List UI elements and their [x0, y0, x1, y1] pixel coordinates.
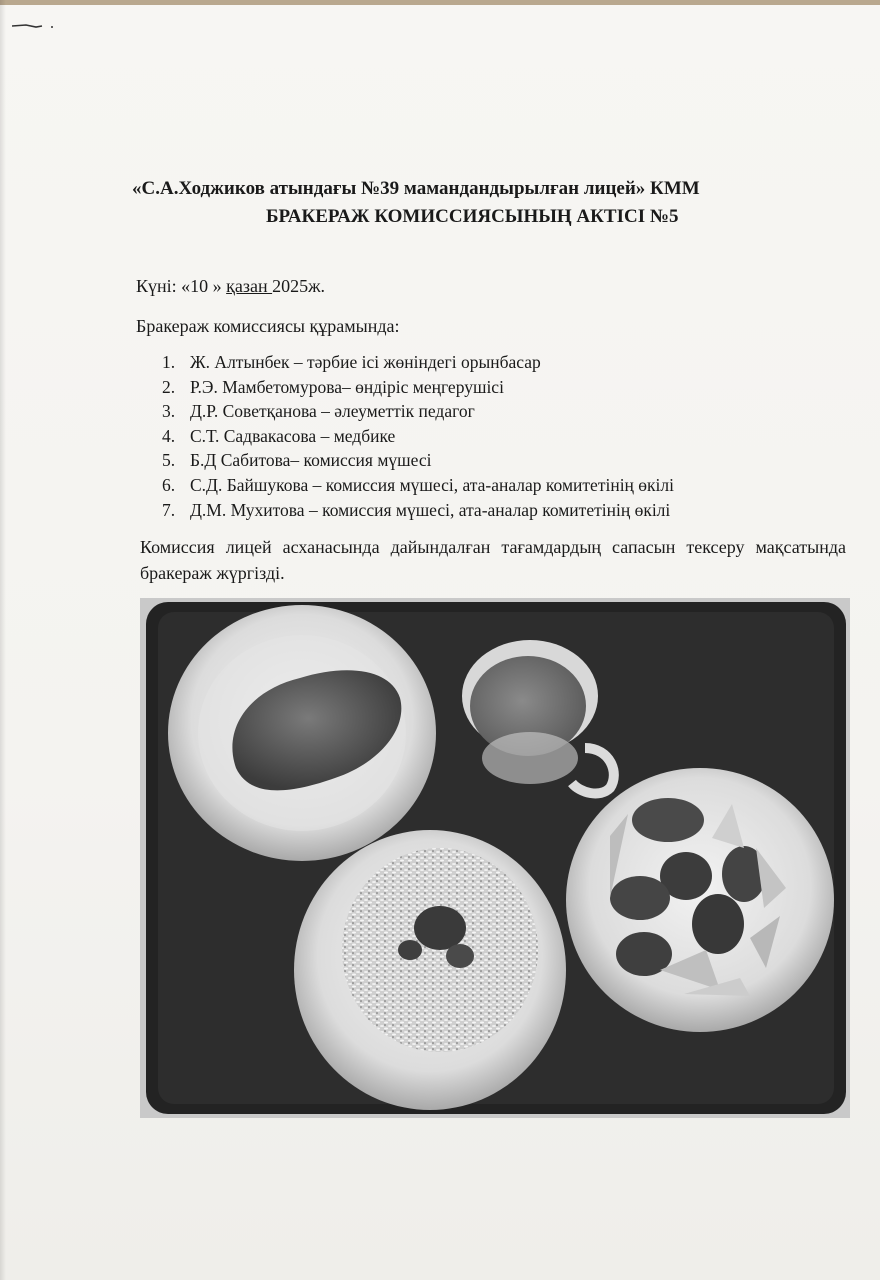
member-text: С.Т. Садвакасова – медбике — [190, 425, 396, 446]
member-text: Д.Р. Советқанова – әлеуметтік педагог — [190, 401, 475, 422]
commission-members-list — [162, 350, 674, 522]
list-number: 6. — [162, 474, 176, 495]
list-number: 4. — [162, 425, 176, 446]
member-text: Р.Э. Мамбетомурова– өндіріс меңгерушісі — [190, 376, 504, 397]
list-item — [162, 399, 674, 424]
member-text: Ж. Алтынбек – тәрбие ісі жөніндегі орынбасар — [190, 352, 541, 372]
date-prefix: Күні: «10 » — [136, 276, 227, 296]
list-number: 1. — [162, 352, 176, 372]
list-number: 7. — [162, 499, 176, 520]
list-number: 2. — [162, 376, 176, 397]
page-left-shadow — [0, 0, 6, 1280]
conclusion-paragraph: Комиссия лицей асханасында дайындалған тағамдардың сапасын тексеру мақсатында бракераж жүргізді. — [140, 537, 846, 583]
plate-vegetables — [566, 768, 834, 1032]
date-year: 2025ж. — [272, 276, 326, 296]
list-item — [162, 375, 674, 400]
list-item — [162, 498, 674, 523]
plate-rice — [294, 830, 566, 1110]
scan-mark — [12, 24, 52, 28]
act-title: БРАКЕРАЖ КОМИССИЯСЫНЫҢ АКТІСІ №5 — [266, 206, 679, 227]
date-month: қазан — [226, 276, 273, 296]
composition-label: Бракераж комиссиясы құрамында: — [136, 316, 400, 336]
list-number: 5. — [162, 450, 176, 471]
plate-pie — [168, 605, 436, 861]
list-item — [162, 424, 674, 449]
list-number: 3. — [162, 401, 176, 422]
list-item — [162, 350, 674, 375]
member-text: С.Д. Байшукова – комиссия мүшесі, ата-аналар комитетінің өкілі — [190, 474, 675, 495]
member-text: Д.М. Мухитова – комиссия мүшесі, ата-аналар комитетінің өкілі — [190, 499, 671, 520]
list-item — [162, 448, 674, 473]
act-date — [136, 276, 325, 297]
member-text: Б.Д Сабитова– комиссия мүшесі — [190, 450, 432, 471]
list-item — [162, 473, 674, 498]
meal-tray-photo — [140, 598, 850, 1118]
organization-name: «С.А.Ходжиков атындағы №39 мамандандырылған лицей» КММ — [132, 178, 700, 199]
page-top-edge — [0, 0, 880, 5]
